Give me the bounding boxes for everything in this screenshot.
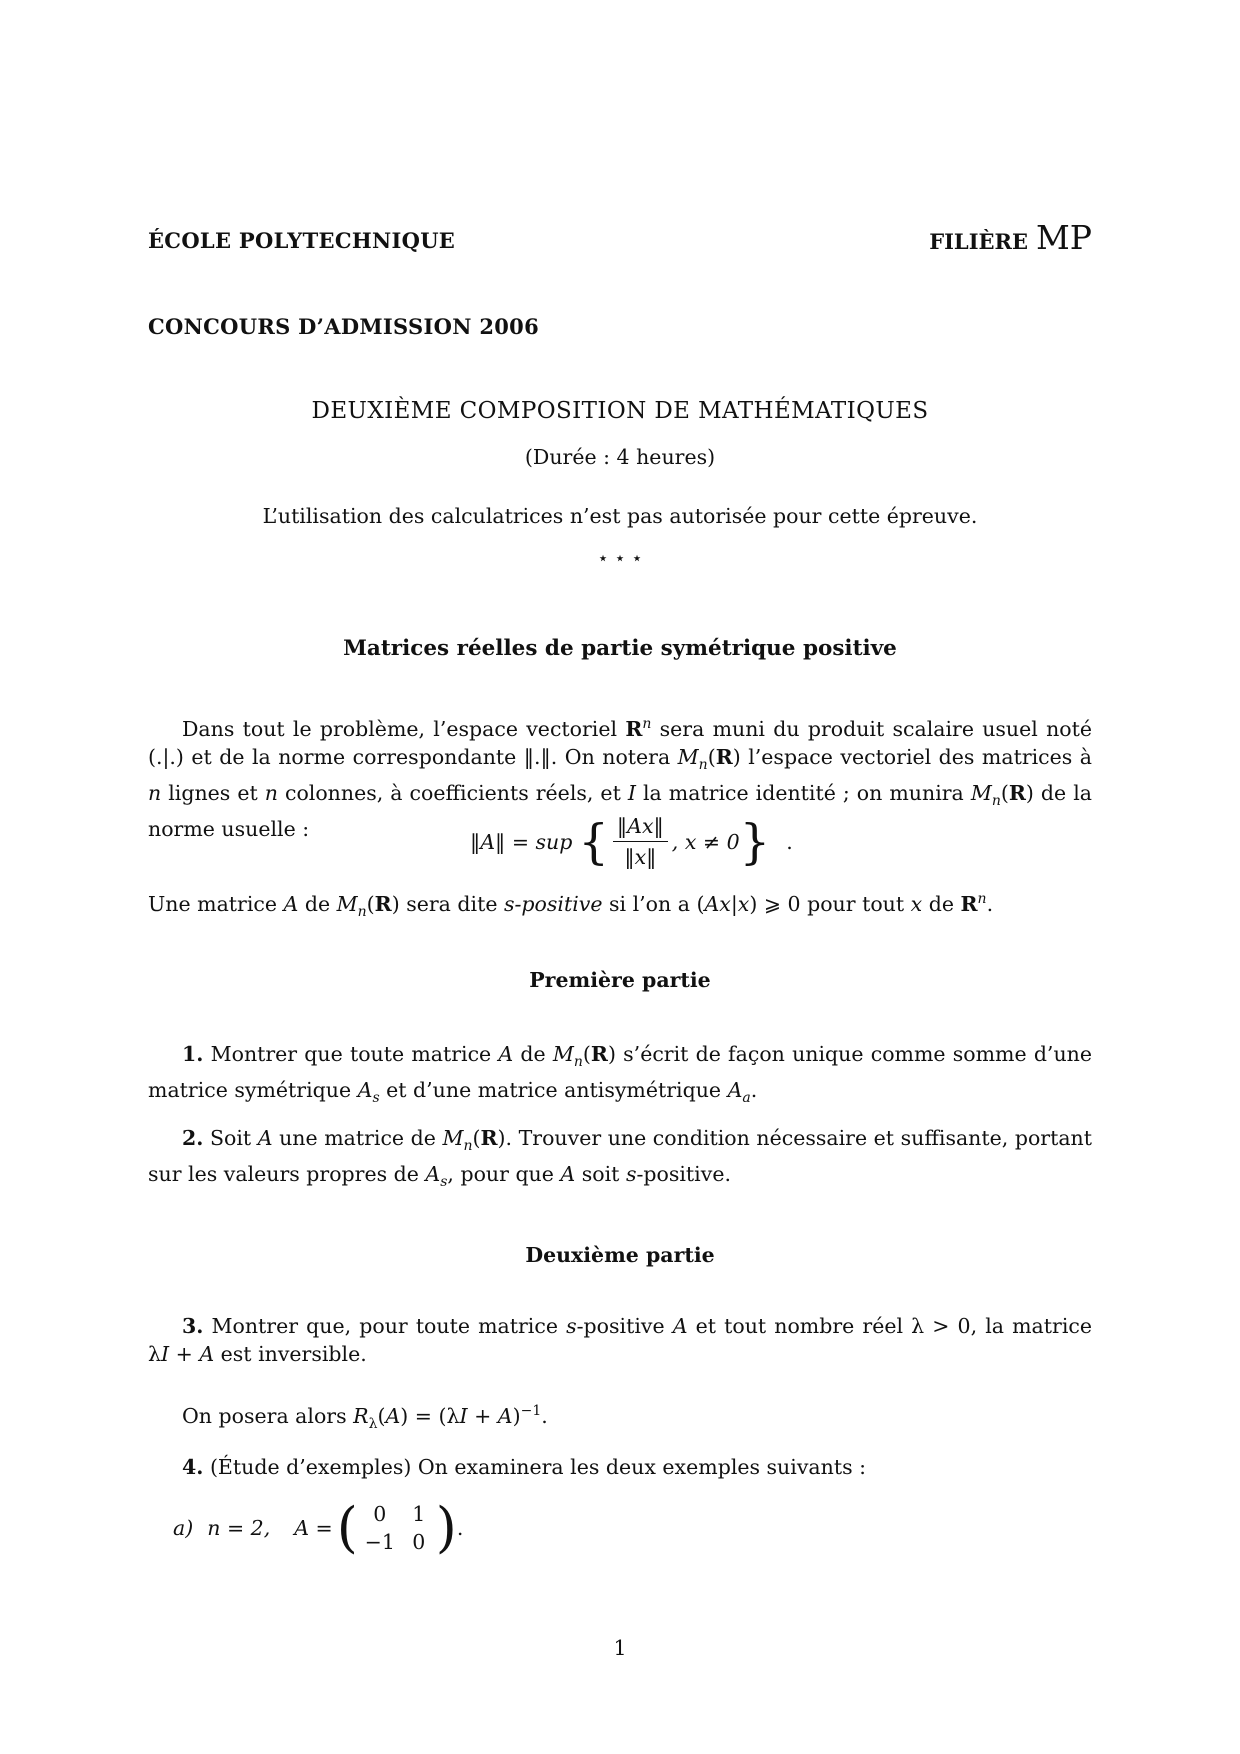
filiere-label: [929, 218, 1092, 257]
matrix-cell: 0: [412, 1530, 426, 1554]
question-2: 2. Soit A une matrice de $M_n(R)$. Trouver une condition nécessaire et suffisante, portant sur les valeurs propres de $A_s$, pour que A soit s-positive.: [148, 1126, 1093, 1191]
norm-formula: ‖A‖ = sup { $\frac{‖Ax‖}{‖x‖}$ , x ≠ 0 } .: [470, 813, 793, 870]
matrix-cell: −1: [364, 1530, 395, 1554]
matrix-cell: 0: [373, 1502, 387, 1526]
formula-lhs: ‖A‖ = sup: [470, 829, 573, 854]
question-3-number: 3.: [182, 1314, 204, 1338]
calculator-notice: L’utilisation des calculatrices n’est pas autorisée pour cette épreuve.: [262, 504, 978, 528]
s-positive-definition: Une matrice A de $M_n(R)$ sera dite s-positive si l’on a (Ax|x) ⩾ 0 pour tout x de $R^n$.: [148, 891, 994, 920]
intro-paragraph: Dans tout le problème, l’espace vectoriel $R^n$ sera muni du produit scalaire usuel noté (.|.) et de la norme correspondante ‖.‖. On notera $M_n(R)$ l’espace vectoriel des matrices à n lignes et n colonnes, à coefficients réels, et I la matrice identité ; on munira $M_n(R)$ de la norme usuelle :: [148, 716, 1093, 842]
question-3: 3. Montrer que, pour toute matrice s-positive A et tout nombre réel λ > 0, la matrice λI + A est inversible.: [148, 1314, 1092, 1366]
school-name: ÉCOLE POLYTECHNIQUE: [148, 228, 456, 253]
question-1: 1. Montrer que toute matrice A de $M_n(R)$ s’écrit de façon unique comme somme d’une matrice symétrique $A_s$ et d’une matrice antisymétrique $A_a$.: [148, 1042, 1092, 1107]
formula-end: .: [786, 829, 793, 854]
formula-numerator: ‖Ax‖: [613, 812, 668, 842]
question-2-number: 2.: [182, 1126, 204, 1150]
filiere-value: MP: [1036, 218, 1092, 257]
composition-title: DEUXIÈME COMPOSITION DE MATHÉMATIQUES: [311, 398, 929, 424]
matrix-example-a: [358, 1500, 436, 1556]
duration: (Durée : 4 heures): [524, 445, 716, 469]
formula-condition: , x ≠ 0: [671, 829, 740, 854]
question-4-number: 4.: [182, 1455, 204, 1479]
question-1-number: 1.: [182, 1042, 204, 1066]
formula-fraction: [613, 812, 668, 871]
example-a-label: a): [173, 1516, 194, 1540]
formula-denominator: ‖x‖: [624, 845, 657, 869]
filiere-text: FILIÈRE: [929, 229, 1028, 254]
resolvent-definition: On posera alors $R_\lambda(A) = (\lambda I + A)^{-1}$.: [182, 1403, 548, 1432]
question-4: [182, 1453, 866, 1481]
stars-separator: ⋆ ⋆ ⋆: [597, 548, 643, 569]
example-a-n: n = 2,: [207, 1516, 271, 1540]
question-4-text: (Étude d’exemples) On examinera les deux exemples suivants :: [209, 1455, 867, 1479]
matrix-cell: 1: [412, 1502, 426, 1526]
concours-label: CONCOURS D’ADMISSION 2006: [148, 314, 539, 339]
page-number: 1: [613, 1636, 627, 1660]
example-a-A: A =: [294, 1516, 333, 1540]
example-a: a) n = 2, A = ( 0 1 −1 0 ) .: [173, 1496, 464, 1559]
subject-title: Matrices réelles de partie symétrique positive: [343, 636, 897, 661]
section-title-part2: Deuxième partie: [525, 1243, 715, 1267]
section-title-part1: Première partie: [529, 968, 711, 992]
